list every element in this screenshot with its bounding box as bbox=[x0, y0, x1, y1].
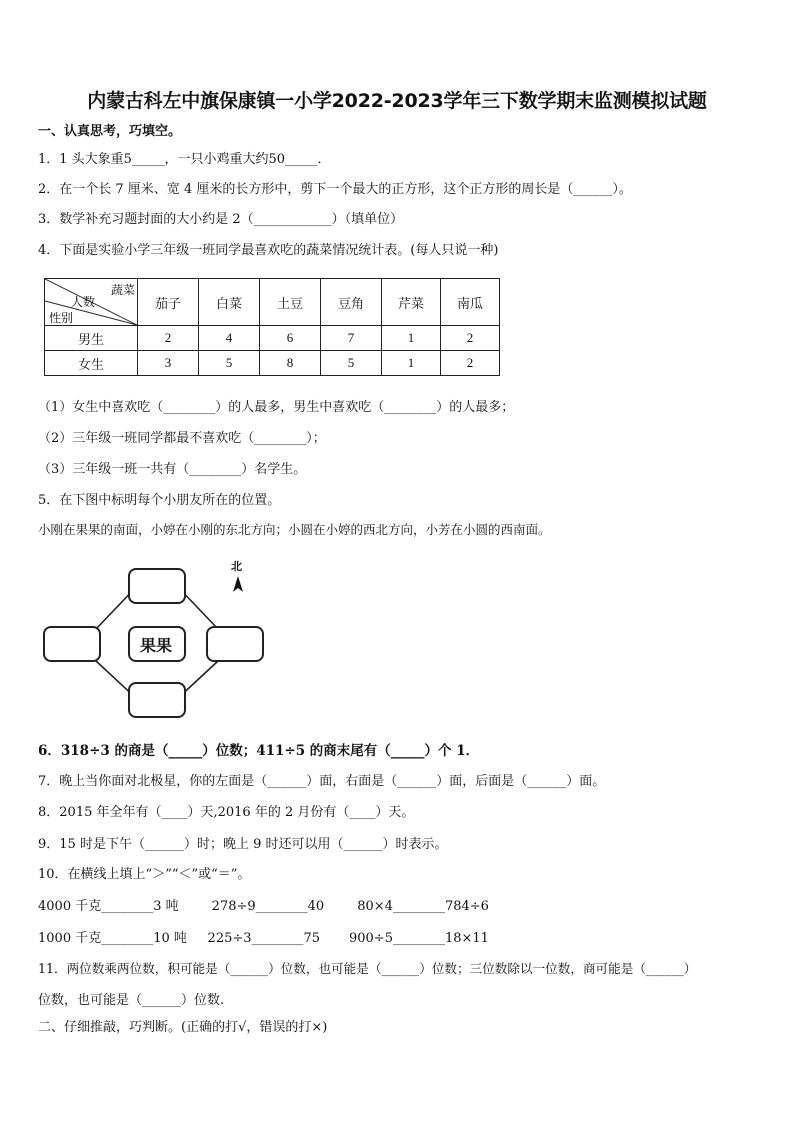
column-header: 豆角 bbox=[321, 279, 382, 326]
table-cell: 2 bbox=[138, 326, 199, 351]
question-2: 2．在一个长 7 厘米、宽 4 厘米的长方形中，剪下一个最大的正方形，这个正方形的周长是（______）。 bbox=[38, 182, 632, 197]
row-label: 男生 bbox=[45, 326, 138, 351]
column-header: 白菜 bbox=[199, 279, 260, 326]
question-5-description: 小刚在果果的南面，小婷在小刚的东北方向；小圆在小婷的西北方向，小芳在小圆的西南面。 bbox=[38, 522, 551, 537]
question-4-part-1: （1）女生中喜欢吃（________）的人最多，男生中喜欢吃（________）的人最多； bbox=[38, 400, 515, 415]
question-4-part-2: （2）三年级一班同学都最不喜欢吃（________）； bbox=[38, 431, 326, 446]
table-cell: 3 bbox=[138, 351, 199, 376]
table-cell: 8 bbox=[260, 351, 321, 376]
center-box bbox=[128, 626, 186, 662]
question-11: 11．两位数乘两位数，积可能是（______）位数，也可能是（______）位数；三位数除以一位数，商可能是（______） bbox=[38, 961, 697, 976]
question-7: 7．晚上当你面对北极星，你的左面是（______）面，右面是（______）面，后面是（______）面。 bbox=[38, 774, 606, 789]
table-cell: 4 bbox=[199, 326, 260, 351]
table-header-row bbox=[45, 279, 500, 326]
question-6: 6．318÷3 的商是（_____）位数；411÷5 的商末尾有（_____）个 1． bbox=[38, 743, 480, 759]
table-row bbox=[45, 351, 500, 376]
table-corner-cell bbox=[45, 279, 138, 326]
question-10-row-1: 4000 千克________3 吨 278÷9________40 80×4________784÷6 bbox=[38, 899, 489, 914]
question-9: 9．15 时是下午（______）时；晚上 9 时还可以用（______）时表示。 bbox=[38, 837, 448, 852]
corner-label-vegetable: 蔬菜 bbox=[110, 283, 135, 297]
table-row bbox=[45, 326, 500, 351]
table-cell: 7 bbox=[321, 326, 382, 351]
row-label: 女生 bbox=[45, 351, 138, 376]
position-box-west bbox=[43, 626, 101, 662]
question-10: 10．在横线上填上“＞”“＜”或“＝”。 bbox=[38, 867, 251, 882]
question-11-continued: 位数，也可能是（______）位数. bbox=[38, 993, 225, 1008]
corner-label-count: 人数 bbox=[71, 295, 96, 309]
question-3: 3．数学补充习题封面的大小约是 2（____________）（填单位） bbox=[38, 212, 404, 227]
table-cell: 2 bbox=[441, 351, 500, 376]
table-cell: 5 bbox=[199, 351, 260, 376]
question-4: 4．下面是实验小学三年级一班同学最喜欢吃的蔬菜情况统计表。(每人只说一种) bbox=[38, 243, 499, 258]
question-5: 5．在下图中标明每个小朋友所在的位置。 bbox=[38, 493, 281, 508]
vegetable-stats-table bbox=[44, 278, 500, 376]
corner-label-gender: 性别 bbox=[49, 311, 74, 325]
section-heading-fill-in: 一、认真思考，巧填空。 bbox=[38, 124, 182, 139]
column-header: 芹菜 bbox=[382, 279, 441, 326]
north-arrow-icon bbox=[233, 576, 243, 592]
question-10-row-2: 1000 千克________10 吨 225÷3________75 900÷5________18×11 bbox=[38, 931, 489, 946]
center-label: 果果 bbox=[140, 636, 173, 655]
table-cell: 1 bbox=[382, 351, 441, 376]
section-heading-judge: 二、仔细推敲，巧判断。(正确的打√，错误的打×) bbox=[38, 1020, 328, 1035]
question-4-part-3: （3）三年级一班一共有（________）名学生。 bbox=[38, 462, 307, 477]
table-cell: 1 bbox=[382, 326, 441, 351]
page-title: 内蒙古科左中旗保康镇一小学2022-2023学年三下数学期末监测模拟试题 bbox=[87, 90, 707, 112]
question-8: 8．2015 年全年有（____）天,2016 年的 2 月份有（____）天。 bbox=[38, 805, 415, 820]
table-cell: 5 bbox=[321, 351, 382, 376]
table-cell: 2 bbox=[441, 326, 500, 351]
position-box-east bbox=[206, 626, 264, 662]
column-header: 南瓜 bbox=[441, 279, 500, 326]
table-cell: 6 bbox=[260, 326, 321, 351]
column-header: 茄子 bbox=[138, 279, 199, 326]
question-1: 1．1 头大象重5_____，一只小鸡重大约50_____． bbox=[38, 152, 331, 167]
column-header: 土豆 bbox=[260, 279, 321, 326]
position-box-north bbox=[128, 568, 186, 604]
position-box-south bbox=[128, 682, 186, 718]
north-label: 北 bbox=[231, 560, 242, 573]
